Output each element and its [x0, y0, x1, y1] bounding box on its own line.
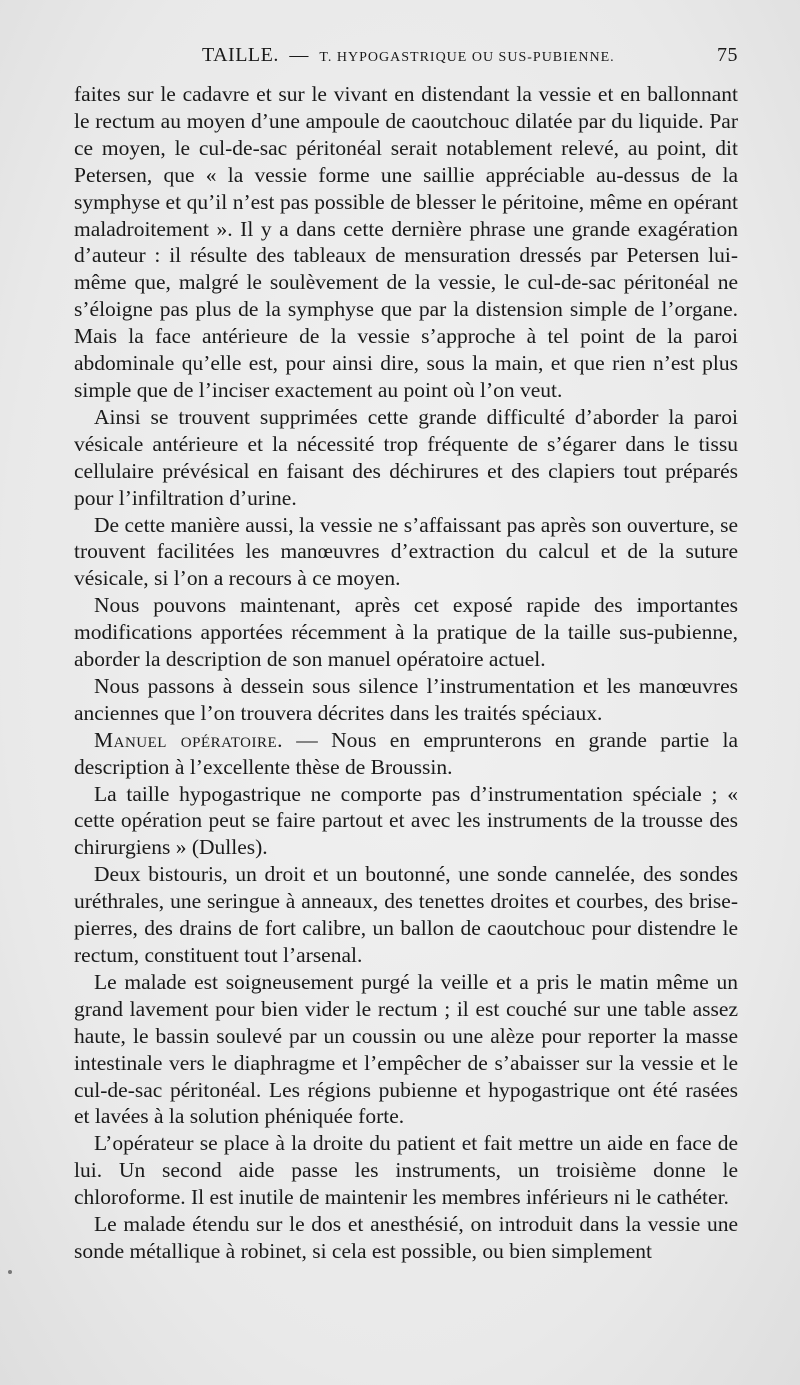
margin-mark — [8, 1270, 12, 1274]
paragraph: Nous passons à dessein sous silence l’instrumentation et les manœuvres anciennes que l’on trouvera décrites dans les traités spéciaux. — [74, 673, 738, 725]
running-title-sub: T. HYPOGASTRIQUE OU SUS-PUBIENNE. — [319, 50, 615, 65]
paragraph: Nous pouvons maintenant, après cet exposé rapide des importantes modifications apportées récemment à la pratique de la taille sus-pubienne, aborder la description de son manuel opératoire actuel. — [74, 593, 738, 672]
paragraph: De cette manière aussi, la vessie ne s’affaissant pas après son ouverture, se trouvent facilitées les manœuvres d’extraction du calcul et de la suture vésicale, si l’on a recours à ce moyen. — [74, 512, 738, 591]
page-number: 75 — [717, 44, 738, 66]
section-heading: Manuel opératoire. — [94, 727, 284, 752]
paragraph: L’opérateur se place à la droite du patient et fait mettre un aide en face de lui. Un second aide passe les instruments, un troisième donne le chloroforme. Il est inutile de maintenir les membres inférieurs ni le cathéter. — [74, 1131, 738, 1210]
running-header — [74, 44, 738, 74]
running-title — [202, 44, 615, 67]
paragraph: Deux bistouris, un droit et un boutonné, une sonde cannelée, des sondes uréthrales, une seringue à anneaux, des tenettes droites et courbes, des brise-pierres, des drains de fort calibre, un ballon de caoutchouc pour distendre le rectum, constituent tout l’arsenal. — [74, 862, 738, 967]
paragraph: Le malade étendu sur le dos et anesthésié, on introduit dans la vessie une sonde métallique à robinet, si cela est possible, ou bien simplement — [74, 1212, 738, 1263]
running-title-dash: — — [289, 45, 309, 66]
paragraph: Le malade est soigneusement purgé la veille et a pris le matin même un grand lavement pour bien vider le rectum ; il est couché sur une table assez haute, le bassin soulevé par un coussin ou une alèze pour reporter la masse intestinale vers le diaphragme et l’empêcher de s’abaisser sur la vessie et le cul-de-sac péritonéal. Les régions pubienne et hypogastrique ont été rasées et lavées à la solution phéniquée forte. — [74, 969, 738, 1129]
paragraph-section-heading — [74, 727, 738, 781]
paragraph: Ainsi se trouvent supprimées cette grande difficulté d’aborder la paroi vésicale antérieure et la nécessité trop fréquente de s’égarer dans le tissu cellulaire prévésical en faisant des déchirures et des clapiers tout préparés pour l’infiltration d’urine. — [74, 404, 738, 510]
paragraph: faites sur le cadavre et sur le vivant en distendant la vessie et en ballonnant le rectum au moyen d’une ampoule de caoutchouc dilatée par du liquide. Par ce moyen, le cul-de-sac péritonéal serait notablement relevé, au point, dit Petersen, que « la vessie forme une saillie appréciable au-dessus de la symphyse et qu’il n’est pas possible de blesser le péritoine, même en opérant maladroitement ». Il y a dans cette dernière phrase une grande exagération d’auteur : il résulte des tableaux de mensuration dressés par Petersen lui-même que, malgré le soulèvement de la vessie, le cul-de-sac péritonéal ne s’éloigne pas plus de la symphyse que par la distension simple de l’organe. Mais la face antérieure de la vessie s’approche à tel point de la paroi abdominale qu’elle est, pour ainsi dire, sous la main, et que rien n’est plus simple que de l’inciser exactement au point où l’on veut. — [74, 82, 738, 402]
page-body — [74, 81, 738, 1265]
paragraph: La taille hypogastrique ne comporte pas d’instrumentation spéciale ; « cette opération peut se faire partout et avec les instruments de la trousse des chirurgiens » (Dulles). — [74, 781, 738, 860]
running-title-main: TAILLE. — [202, 44, 279, 66]
section-heading-text: — Nous en emprunterons en grande partie la description à l’excellente thèse de Broussin. — [74, 727, 738, 779]
